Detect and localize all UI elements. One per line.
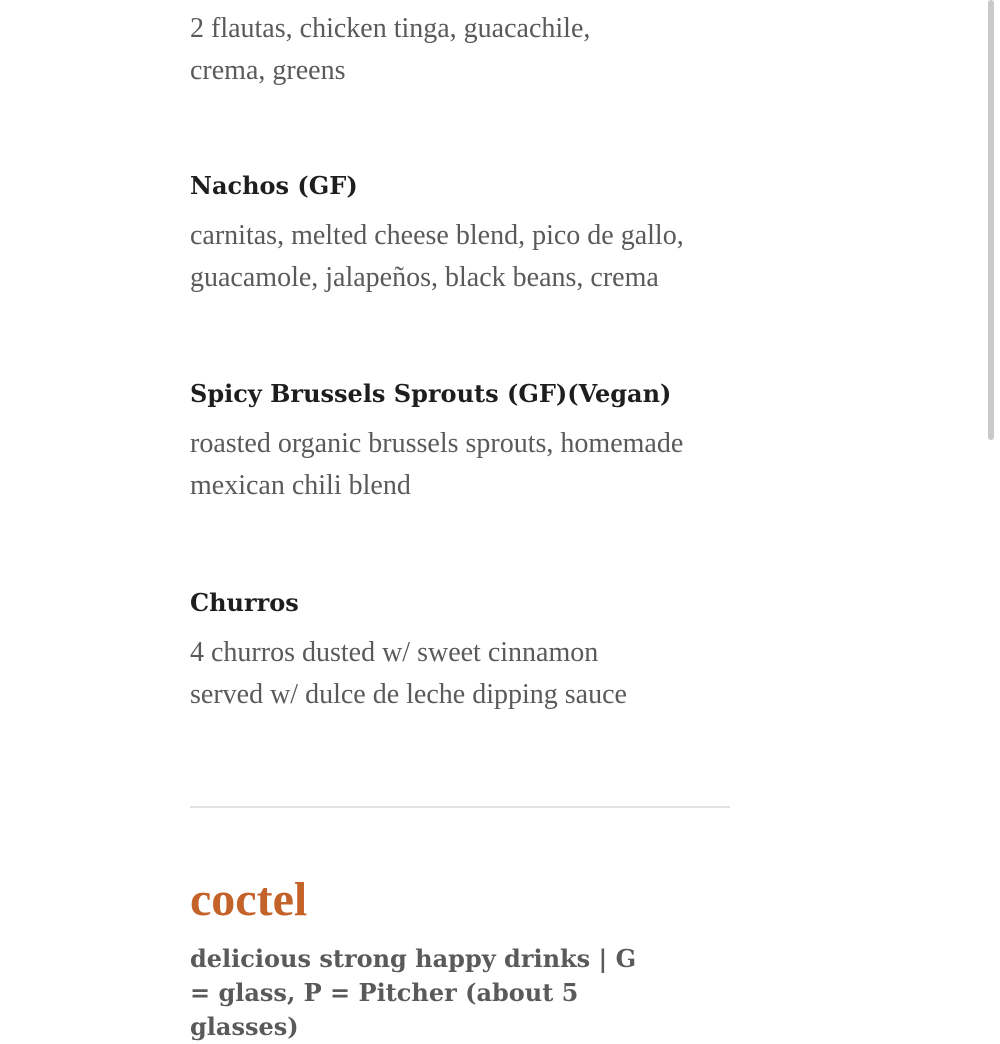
menu-item-title: Churros xyxy=(190,588,299,617)
menu-item-description-line: served w/ dulce de leche dipping sauce xyxy=(190,679,627,710)
page-scrollbar[interactable] xyxy=(988,0,994,440)
menu-item-description-line: roasted organic brussels sprouts, homemade xyxy=(190,428,684,459)
menu-item-description-line: guacamole, jalapeños, black beans, crema xyxy=(190,262,659,293)
menu-item xyxy=(190,377,750,507)
section-subtitle: delicious strong happy drinks | G = glass, P = Pitcher (about 5 glasses) xyxy=(190,944,637,1041)
menu-item-title: Spicy Brussels Sprouts (GF)(Vegan) xyxy=(190,379,672,408)
menu-item-description-line: 4 churros dusted w/ sweet cinnamon xyxy=(190,637,599,668)
menu-item-description-line: mexican chili blend xyxy=(190,470,411,501)
menu-item xyxy=(190,169,750,299)
menu-item-title: Nachos (GF) xyxy=(190,171,358,200)
section-title: coctel xyxy=(190,873,308,926)
menu-item xyxy=(190,8,750,92)
menu-item xyxy=(190,586,750,716)
menu-item-description-line: 2 flautas, chicken tinga, guacachile, xyxy=(190,13,591,44)
menu-item-description-line: carnitas, melted cheese blend, pico de gallo, xyxy=(190,220,684,251)
menu-item-description-line: crema, greens xyxy=(190,55,346,86)
section-divider xyxy=(190,806,730,808)
